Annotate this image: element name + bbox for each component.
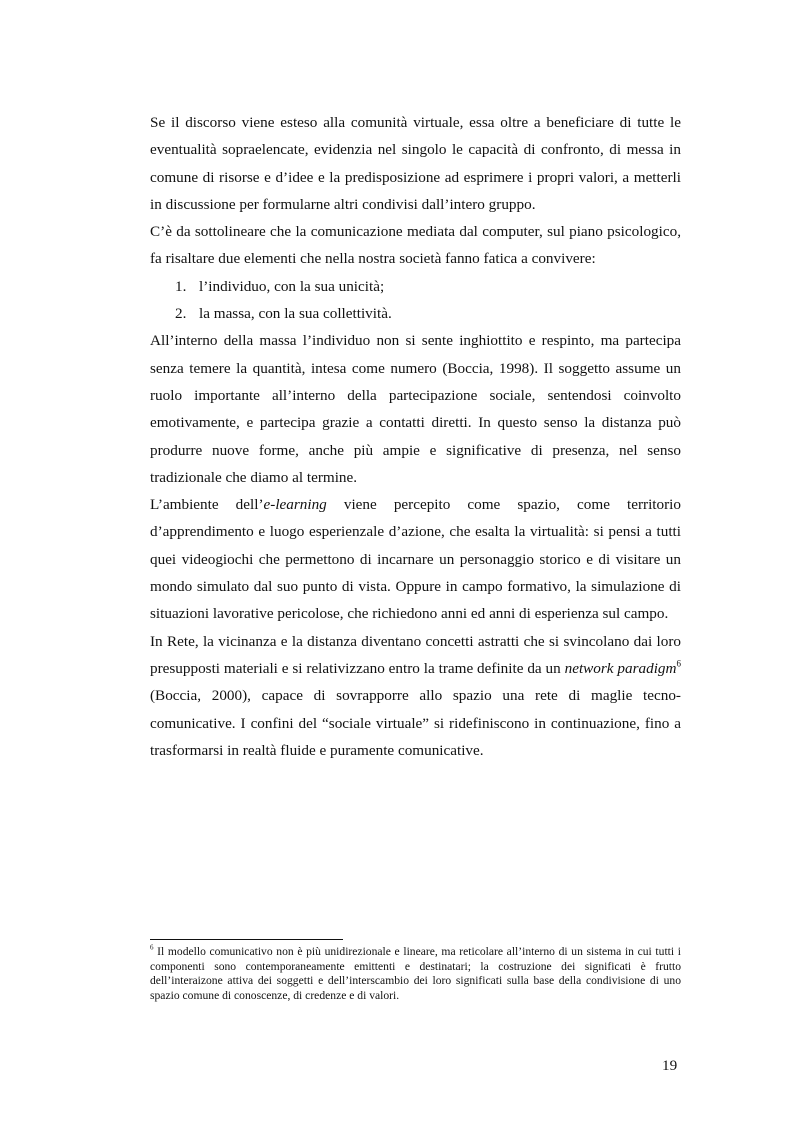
footnote-text: Il modello comunicativo non è più unidirezionale e lineare, ma reticolare all’interno di un sistema in cui tutti i componenti sono contemporaneamente emittenti e destinatari; la costruzione dei significati è frutto dell’interaizone attiva dei soggetti e dell’interscambio dei loro significati sulla base della condivisione di uno spazio comune di conoscenze, di credenze e di valori. <box>150 945 681 1002</box>
footnote <box>150 945 681 1003</box>
list-item <box>150 300 681 327</box>
text-run: (Boccia, 2000), capace di sovrapporre allo spazio una rete di maglie tecno-comunicative. I confini del “sociale virtuale” si ridefiniscono in continuazione, fino a trasformarsi in realtà fluide e puramente comunicative. <box>150 687 681 759</box>
page-number: 19 <box>662 1057 678 1074</box>
paragraph-mass-individual: All’interno della massa l’individuo non si sente inghiottito e respinto, ma partecipa senza temere la quantità, intesa come numero (Boccia, 1998). Il soggetto assume un ruolo importante all’interno della partecipazione sociale, sentendosi coinvolto emotivamente, e partecipa grazie a contatti diretti. In questo senso la distanza può produrre nuove forme, anche più ampie e significative di presenza, nel senso tradizionale che diamo al termine. <box>150 332 681 486</box>
numbered-list <box>150 273 681 328</box>
italic-term-network-paradigm: network paradigm <box>564 659 677 677</box>
text-run: viene percepito come spazio, come territorio d’apprendimento e luogo esperienzale d’azione, che esalta la virtualità: si pensi a tutti quei videogiochi che permettono di incarnare un personaggio storico e di visitare un mondo simulato dal suo punto di vista. Oppure in campo formativo, la simulazione di situazioni lavorative pericolose, che richiedono anni ed anni di esperienza sul campo. <box>150 496 681 623</box>
text-run: In Rete, la vicinanza e la distanza diventano concetti astratti che si svincolano dai loro presupposti materiali e si relativizzano entro la trame definite da un <box>150 632 681 677</box>
main-text <box>150 109 681 764</box>
italic-term-elearning: e-learning <box>263 496 327 514</box>
paragraph-network <box>150 628 681 764</box>
paragraph-virtual-community: Se il discorso viene esteso alla comunità virtuale, essa oltre a beneficiare di tutte le eventualità sopraelencate, evidenzia nel singolo le capacità di confronto, di messa in comune di risorse e d’idee e la predisposizione ad esprimere i propri valori, a metterli in discussione per formularne altri condivisi dall’intero gruppo. <box>150 114 681 213</box>
paragraph-cmc-psychology: C’è da sottolineare che la comunicazione mediata dal computer, sul piano psicologico, fa risaltare due elementi che nella nostra società fanno fatica a convivere: <box>150 223 681 268</box>
list-item <box>150 273 681 300</box>
list-item-number: 1. <box>175 277 187 295</box>
list-item-text: l’individuo, con la sua unicità; <box>199 277 385 295</box>
footnote-separator <box>150 939 343 940</box>
text-run: L’ambiente dell’ <box>150 496 264 514</box>
list-item-number: 2. <box>175 305 187 323</box>
footnote-reference[interactable]: 6 <box>676 658 681 669</box>
list-item-text: la massa, con la sua collettività. <box>199 305 392 323</box>
paragraph-elearning <box>150 491 681 627</box>
footnote-number: 6 <box>150 943 154 952</box>
